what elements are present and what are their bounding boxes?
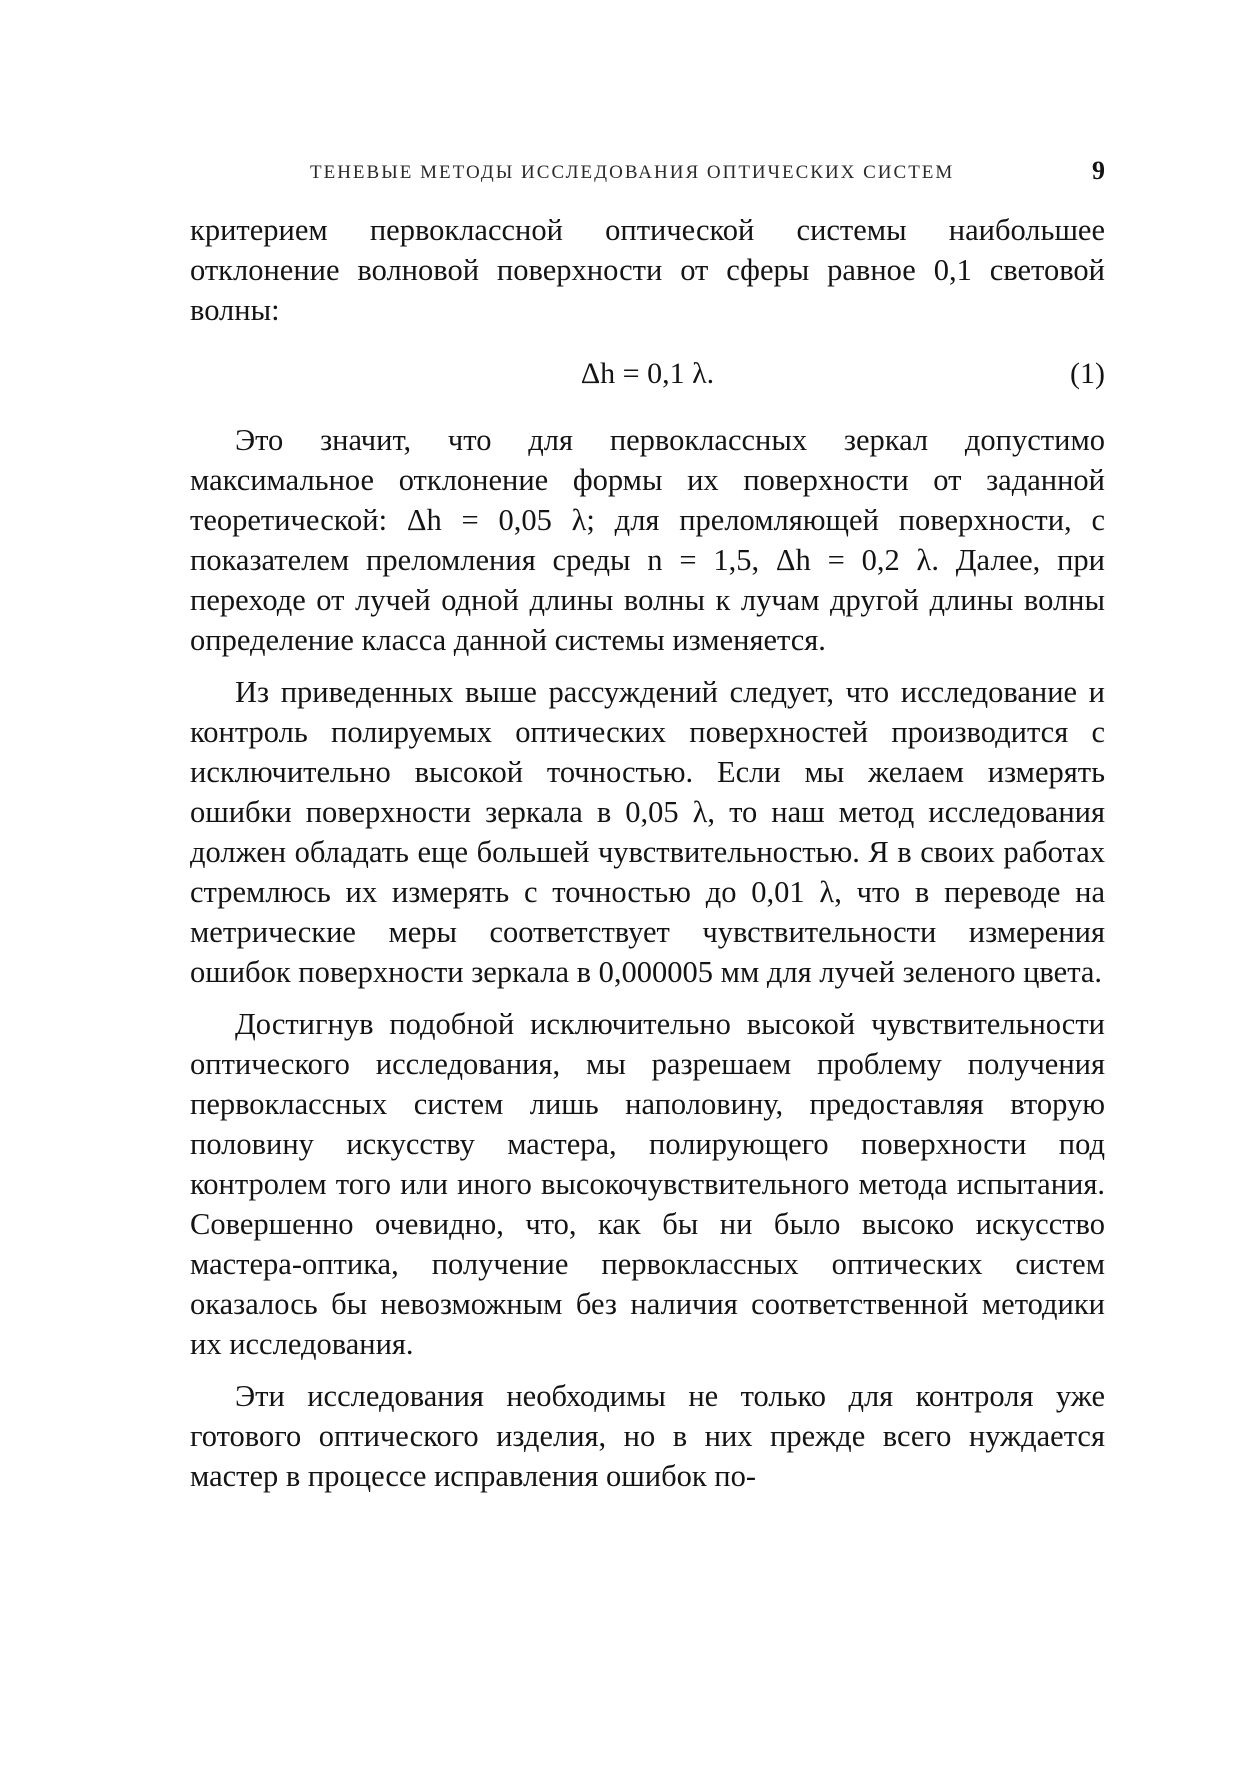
equation-row [190, 352, 1105, 396]
equation-formula: Δh = 0,1 λ. [580, 357, 715, 390]
paragraph-sensitivity: Достигнув подобной исключительно высокой чувствительности оптического исследования, мы разрешаем проблему получения первоклассных систем лишь наполовину, предоставляя вторую половину искусству мастера, полирующего поверхности под контролем того или иного высокочувствительного метода испытания. Совершенно очевидно, что, как бы ни было высоко искусство мастера-оптика, получение первоклассных оптических систем оказалось бы невозможным без наличия соответственной методики их исследования. [190, 1007, 1105, 1361]
paragraph-research-need: Эти исследования необходимы не только для контроля уже готового оптического изделия, но в них прежде всего нуждается мастер в процессе исправления ошибок по- [190, 1379, 1105, 1493]
paragraph-precision: Из приведенных выше рассуждений следует, что исследование и контроль полируемых оптических поверхностей производится с исключительно высокой точностью. Если мы желаем измерять ошибки поверхности зеркала в 0,05 λ, то наш метод исследования должен обладать еще большей чувствительностью. Я в своих работах стремлюсь их измерять с точностью до 0,01 λ, что в переводе на метрические меры соответствует чувствительности измерения ошибок поверхности зеркала в 0,000005 мм для лучей зеленого цвета. [190, 675, 1105, 989]
running-header [190, 150, 1105, 190]
paragraph-tolerance: Это значит, что для первоклассных зеркал допустимо максимальное отклонение формы их поверхности от заданной теоретической: Δh = 0,05 λ; для преломляющей поверхности, с показателем преломления среды n = 1,5, Δh = 0,2 λ. Далее, при переходе от лучей одной длины волны к лучам другой длины волны определение класса данной системы изменяется. [190, 423, 1105, 657]
running-title: ТЕНЕВЫЕ МЕТОДЫ ИССЛЕДОВАНИЯ ОПТИЧЕСКИХ СИСТЕМ [310, 162, 955, 183]
page-number: 9 [1092, 156, 1105, 185]
book-page [190, 150, 1105, 1496]
paragraph-criterion: критерием первоклассной оптической системы наибольшее отклонение волновой поверхности от сферы равное 0,1 световой волны: [190, 213, 1105, 327]
equation-number: (1) [1070, 357, 1105, 390]
